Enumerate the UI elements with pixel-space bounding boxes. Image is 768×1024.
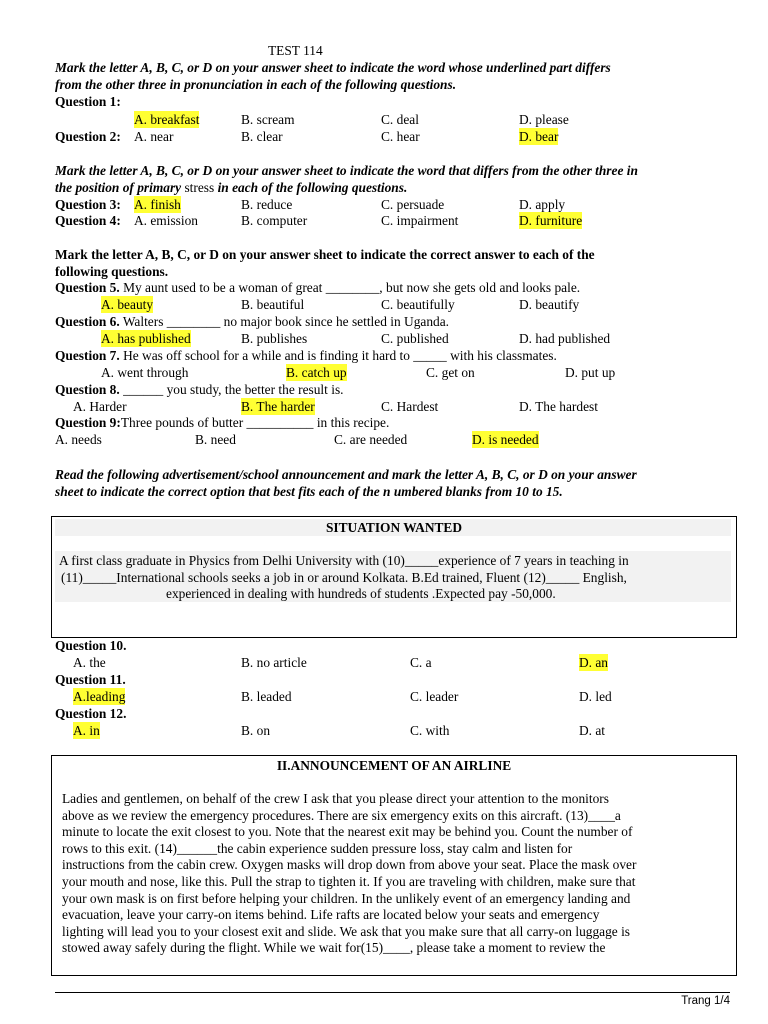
question-3-label: Question 3: xyxy=(55,197,121,212)
question-12-option-d: D. at xyxy=(579,723,606,738)
question-5-option-b: B. beautiful xyxy=(241,297,305,312)
question-4-option-d: D. furniture xyxy=(519,213,583,228)
question-1-option-b: B. scream xyxy=(241,112,295,127)
instruction-3-line-2: following questions. xyxy=(55,264,169,279)
question-2-option-d: D. bear xyxy=(519,129,559,144)
question-8-stem: Question 8. ______ you study, the better the result is. xyxy=(55,382,344,397)
footer-divider xyxy=(55,992,730,993)
question-7-option-b: B. catch up xyxy=(286,365,347,380)
question-11-option-a: A.leading xyxy=(73,689,126,704)
ad-line-1: A first class graduate in Physics from Delhi University with (10)_____experience of 7 years in teaching in xyxy=(59,553,629,568)
question-10-label: Question 10. xyxy=(55,638,127,653)
question-11-option-c: C. leader xyxy=(410,689,459,704)
page-number: Trang 1/4 xyxy=(681,995,730,1007)
question-1-option-c: C. deal xyxy=(381,112,419,127)
question-10-option-a: A. the xyxy=(73,655,106,670)
instruction-3-line-1: Mark the letter A, B, C, or D on your answer sheet to indicate the correct answer to each of the xyxy=(55,247,595,262)
situation-wanted-title: SITUATION WANTED xyxy=(325,520,463,535)
question-5-option-c: C. beautifully xyxy=(381,297,455,312)
airline-announcement-box xyxy=(51,755,737,976)
question-4-option-b: B. computer xyxy=(241,213,308,228)
question-5-option-d: D. beautify xyxy=(519,297,580,312)
question-7-option-c: C. get on xyxy=(426,365,475,380)
ad-line-3: experienced in dealing with hundreds of students .Expected pay -50,000. xyxy=(166,586,556,601)
question-2-option-c: C. hear xyxy=(381,129,420,144)
question-10-option-d: D. an xyxy=(579,655,609,670)
question-8-option-a: A. Harder xyxy=(73,399,127,414)
instruction-4-line-2: sheet to indicate the correct option that best fits each of the n umbered blanks from 10 to 15. xyxy=(55,484,563,499)
question-2-label: Question 2: xyxy=(55,129,121,144)
airline-announcement-title: II.ANNOUNCEMENT OF AN AIRLINE xyxy=(276,758,512,773)
question-4-option-a: A. emission xyxy=(134,213,198,228)
question-9-stem: Question 9:Three pounds of butter __________ in this recipe. xyxy=(55,415,390,430)
question-9-option-d: D. is needed xyxy=(472,432,539,447)
question-6-option-d: D. had published xyxy=(519,331,611,346)
ad-line-2: (11)_____International schools seeks a job in or around Kolkata. B.Ed trained, Fluent (12)_____ English, xyxy=(61,570,627,585)
instruction-2-line-2: the position of primary stress in each of the following questions. xyxy=(55,180,408,195)
question-7-option-d: D. put up xyxy=(565,365,616,380)
question-4-option-c: C. impairment xyxy=(381,213,459,228)
question-8-option-c: C. Hardest xyxy=(381,399,439,414)
question-9-option-a: A. needs xyxy=(55,432,102,447)
question-12-option-c: C. with xyxy=(410,723,450,738)
situation-wanted-box xyxy=(51,516,737,638)
question-3-option-d: D. apply xyxy=(519,197,566,212)
instruction-4-line-1: Read the following advertisement/school announcement and mark the letter A, B, C, or D on your answer xyxy=(55,467,637,482)
question-1-option-d: D. please xyxy=(519,112,569,127)
question-1-label: Question 1: xyxy=(55,94,121,109)
question-5-option-a: A. beauty xyxy=(101,297,154,312)
instruction-1-line-2: from the other three in pronunciation in each of the following questions. xyxy=(55,77,457,92)
test-title: TEST 114 xyxy=(268,43,323,58)
question-1-option-a: A. breakfast xyxy=(134,112,200,127)
question-3-option-b: B. reduce xyxy=(241,197,293,212)
question-10-option-b: B. no article xyxy=(241,655,307,670)
airline-announcement-text: Ladies and gentlemen, on behalf of the crew I ask that you please direct your attention to the monitors above as we review the emergency procedures. There are six emergency exits on this aircraft. (13)____a minute to locate the exit closest to you. Note that the nearest exit may be behind you. Count the number of rows to this exit. (14)______the cabin experience sudden pressure loss, stay calm and listen for instructions from the cabin crew. Oxygen masks will drop down from above your seat. Place the mask over your mouth and nose, like this. Pull the strap to tighten it. If you are traveling with children, make sure that your own mask is on first before helping your children. In the unlikely event of an emergency landing and evacuation, leave your carry-on items behind. Life rafts are located below your seats and emergency lighting will lead you to your closest exit and slide. We ask that you make sure that all carry-on luggage is stowed away safely during the flight. While we wait for(15)____, please take a moment to review the xyxy=(62,791,637,956)
question-5-stem: Question 5. My aunt used to be a woman of great ________, but now she gets old and looks pale. xyxy=(55,280,581,295)
question-11-label: Question 11. xyxy=(55,672,126,687)
question-6-stem: Question 6. Walters ________ no major book since he settled in Uganda. xyxy=(55,314,450,329)
question-2-option-a: A. near xyxy=(134,129,174,144)
question-9-option-c: C. are needed xyxy=(334,432,408,447)
question-12-option-a: A. in xyxy=(73,723,100,738)
question-6-option-b: B. publishes xyxy=(241,331,308,346)
question-6-option-a: A. has published xyxy=(101,331,191,346)
question-12-option-b: B. on xyxy=(241,723,271,738)
question-11-option-d: D. led xyxy=(579,689,612,704)
question-7-stem: Question 7. He was off school for a while and is finding it hard to _____ with his classmates. xyxy=(55,348,557,363)
question-7-option-a: A. went through xyxy=(101,365,189,380)
question-9-option-b: B. need xyxy=(195,432,236,447)
question-6-option-c: C. published xyxy=(381,331,449,346)
question-3-option-c: C. persuade xyxy=(381,197,445,212)
question-11-option-b: B. leaded xyxy=(241,689,292,704)
question-4-label: Question 4: xyxy=(55,213,121,228)
question-2-option-b: B. clear xyxy=(241,129,283,144)
question-8-option-b: B. The harder xyxy=(241,399,315,414)
question-12-label: Question 12. xyxy=(55,706,127,721)
question-3-option-a: A. finish xyxy=(134,197,181,212)
question-10-option-c: C. a xyxy=(410,655,432,670)
instruction-1-line-1: Mark the letter A, B, C, or D on your answer sheet to indicate the word whose underlined part differs xyxy=(55,60,611,75)
instruction-2-line-1: Mark the letter A, B, C, or D on your answer sheet to indicate the word that differs from the other three in xyxy=(55,163,638,178)
question-8-option-d: D. The hardest xyxy=(519,399,598,414)
